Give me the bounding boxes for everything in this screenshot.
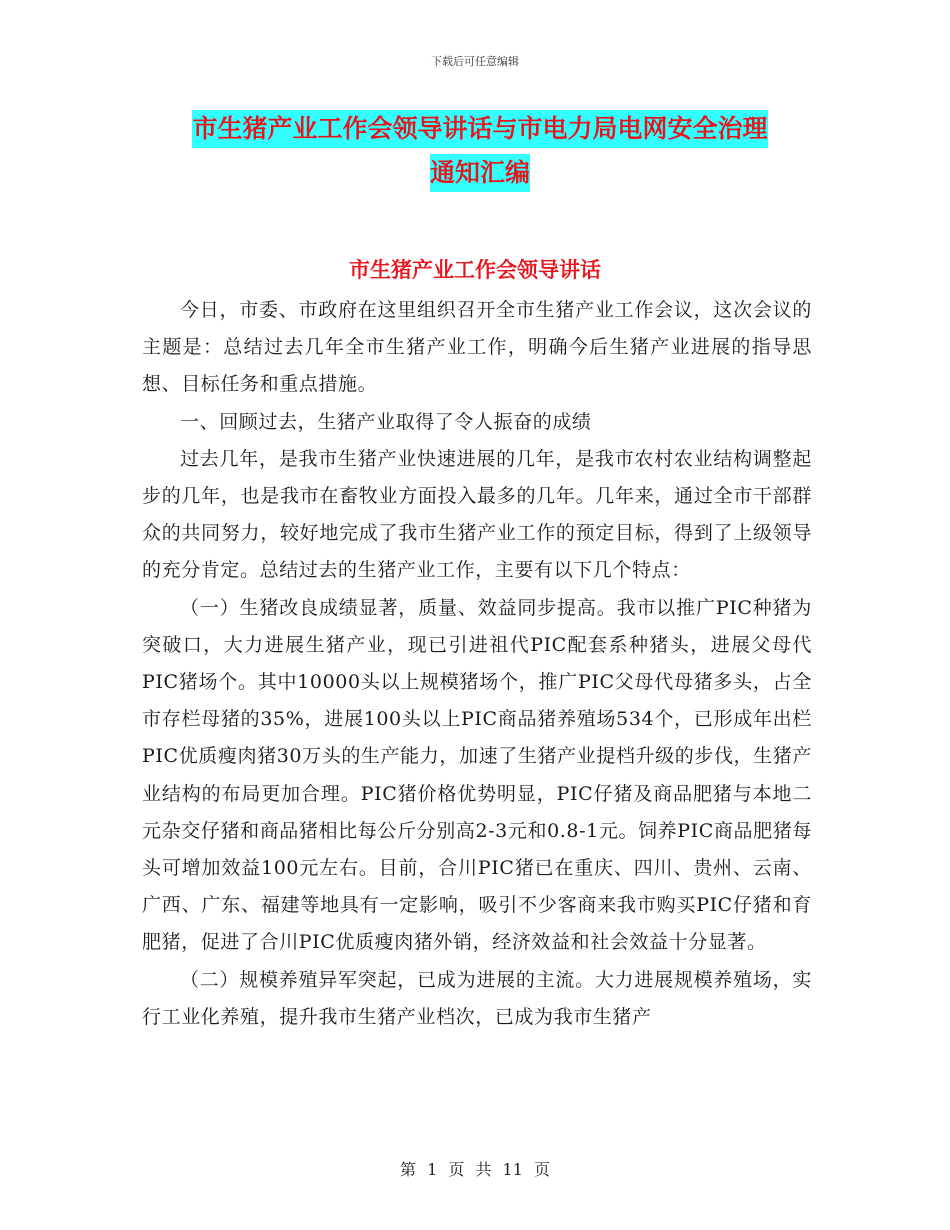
paragraph-intro: 今日，市委、市政府在这里组织召开全市生猪产业工作会议，这次会议的主题是：总结过去几年全市生猪产业工作，明确今后生猪产业进展的指导思想、目标任务和重点措施。 (142, 299, 812, 396)
paragraph-past-years: 过去几年，是我市生猪产业快速进展的几年，是我市农村农业结构调整起步的几年，也是我市在畜牧业方面投入最多的几年。几年来，通过全市干部群众的共同努力，较好地完成了我市生猪产业工作的预定目标，得到了上级领导的充分肯定。总结过去的生猪产业工作，主要有以下几个特点： (142, 447, 812, 582)
paragraph-point-one: （一）生猪改良成绩显著，质量、效益同步提高。我市以推广PIC种猪为突破口，大力进展生猪产业，现已引进祖代PIC配套系种猪头，进展父母代PIC猪场个。其中10000头以上规模猪场个，推广PIC父母代母猪多头，占全市存栏母猪的35%，进展100头以上PIC商品猪养殖场534个，已形成年出栏PIC优质瘦肉猪30万头的生产能力，加速了生猪产业提档升级的步伐，生猪产业结构的布局更加合理。PIC猪价格优势明显，PIC仔猪及商品肥猪与本地二元杂交仔猪和商品猪相比每公斤分别高2-3元和0.8-1元。饲养PIC商品肥猪每头可增加效益100元左右。目前，合川PIC猪已在重庆、四川、贵州、云南、广西、广东、福建等地具有一定影响，吸引不少客商来我市购买PIC仔猪和育肥猪，促进了合川PIC优质瘦肉猪外销，经济效益和社会效益十分显著。 (142, 596, 812, 954)
header-note: 下载后可任意编辑 (431, 55, 519, 68)
paragraph-heading-review: 一、回顾过去，生猪产业取得了令人振奋的成绩 (180, 410, 592, 433)
page-number: 第 1 页 共 11 页 (400, 1160, 550, 1179)
document-title-text-2: 通知汇编 (430, 154, 530, 192)
section-title: 市生猪产业工作会领导讲话 (349, 258, 601, 282)
document-body (142, 292, 812, 1036)
document-title-line-1 (140, 116, 820, 141)
document-title-line-2 (140, 160, 820, 185)
document-title-text-1: 市生猪产业工作会领导讲话与市电力局电网安全治理 (192, 110, 767, 148)
paragraph-point-two: （二）规模养殖异军突起，已成为进展的主流。大力进展规模养殖场，实行工业化养殖，提升我市生猪产业档次，已成为我市生猪产 (142, 968, 812, 1028)
